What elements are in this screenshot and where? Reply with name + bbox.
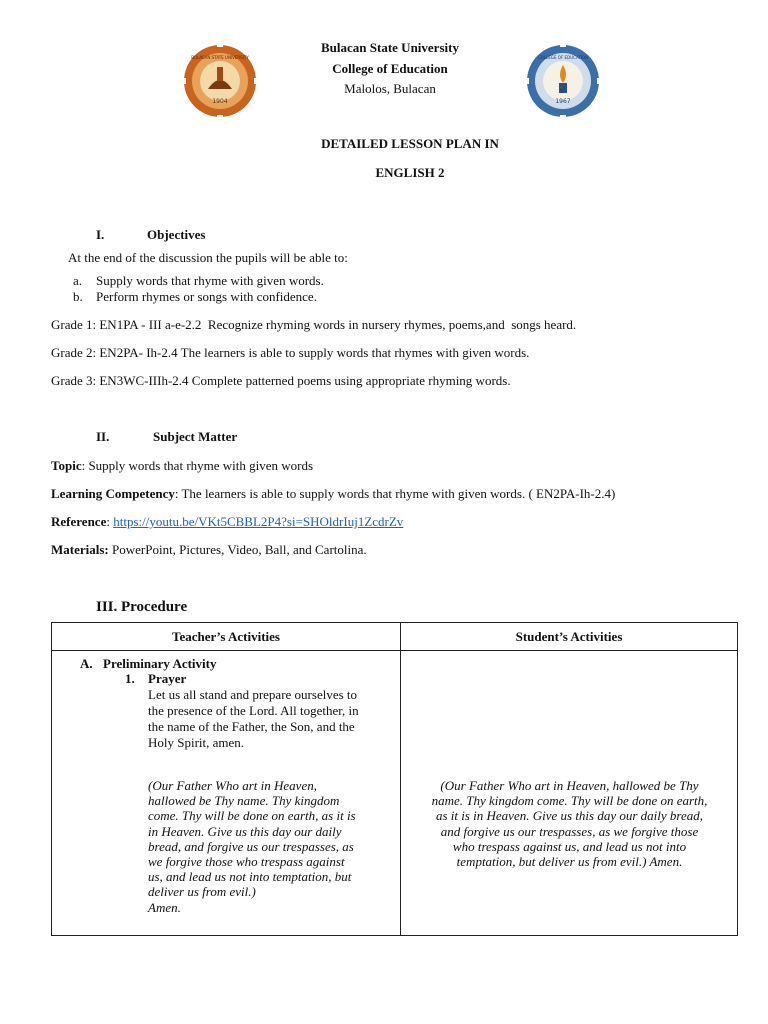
materials-line (51, 542, 367, 558)
topic-label: Topic (51, 458, 82, 473)
topic-line (51, 458, 313, 474)
subject-matter-numeral: II. (96, 429, 110, 444)
objective-marker-b: b. (73, 289, 83, 304)
competency-value: : The learners is able to supply words that rhyme with given words. ( EN2PA-Ih-2.4) (174, 486, 616, 501)
competency-line (51, 486, 615, 502)
objectives-intro: At the end of the discussion the pupils will be able to: (68, 250, 348, 265)
reference-label: Reference (51, 514, 107, 529)
reference-colon: : (106, 514, 114, 529)
teacher-prayer-line: deliver us from evil.) (148, 884, 256, 900)
teacher-prayer-line: in Heaven. Give us this day our daily (148, 823, 342, 839)
college-name: College of Education (332, 61, 448, 76)
teacher-prayer-line: (Our Father Who art in Heaven, (148, 778, 317, 793)
student-prayer-line: and forgive us our trespasses, as we forgive those (440, 823, 699, 839)
reference-link[interactable]: https://youtu.be/VKt5CBBL2P4?si=SHOldrIuj1ZcdrZv (113, 514, 404, 529)
student-prayer-line: name. Thy kingdom come. Thy will be done on earth, (431, 793, 708, 809)
reference-line (51, 514, 403, 530)
objectives-numeral: I. (96, 227, 105, 242)
teacher-activities-cell (52, 651, 401, 936)
bulsu-seal-year: 1904 (212, 98, 228, 105)
teacher-prayer-line: come. Thy will be done on earth, as it is (148, 808, 356, 824)
objective-marker-a: a. (73, 273, 83, 288)
teacher-prayer (148, 778, 398, 915)
teacher-activities-header: Teacher’s Activities (52, 623, 401, 651)
teacher-prayer-line: we forgive those who trespass against (148, 854, 345, 870)
teacher-instruction-line: the presence of the Lord. All together, in (148, 703, 359, 718)
procedure-table (51, 622, 738, 936)
lesson-plan-subject: ENGLISH 2 (375, 165, 445, 180)
teacher-instruction (148, 687, 398, 751)
grade-2-competency: Grade 2: EN2PA- Ih-2.4 The learners is able to supply words that rhymes with given words. (51, 345, 530, 360)
topic-value: : Supply words that rhyme with given words (81, 458, 314, 473)
student-prayer-line: (Our Father Who art in Heaven, hallowed be Thy (440, 778, 699, 793)
campus-location: Malolos, Bulacan (344, 81, 436, 96)
student-prayer-line: temptation, but deliver us from evil.) Amen. (456, 854, 683, 870)
teacher-instruction-line: the name of the Father, the Son, and the (148, 719, 355, 734)
coe-seal-year: 1967 (555, 98, 571, 105)
procedure-heading: III. Procedure (96, 599, 188, 615)
section-marker: A. (80, 656, 93, 671)
objective-item-a: Supply words that rhyme with given words. (96, 273, 324, 288)
student-prayer-line: who trespass against us, and lead us not into (452, 838, 687, 854)
teacher-instruction-line: Let us all stand and prepare ourselves to (148, 687, 358, 702)
teacher-prayer-line: us, and lead us not into temptation, but (148, 869, 352, 885)
procedure-table-header-row (52, 623, 738, 651)
grade-1-competency: Grade 1: EN1PA - III a-e-2.2 Recognize rhyming words in nursery rhymes, poems,and songs heard. (51, 317, 577, 332)
step-title: Prayer (148, 671, 187, 686)
teacher-prayer-line: bread, and forgive us our trespasses, as (148, 838, 354, 854)
student-prayer (401, 778, 738, 869)
step-marker: 1. (125, 671, 135, 686)
subject-matter-heading: Subject Matter (153, 429, 238, 444)
materials-label: Materials: (51, 542, 109, 557)
materials-value: PowerPoint, Pictures, Video, Ball, and Cartolina. (108, 542, 367, 557)
competency-label: Learning Competency (51, 486, 175, 501)
lesson-plan-title: DETAILED LESSON PLAN IN (321, 136, 499, 151)
student-activities-cell (401, 651, 738, 936)
objectives-heading: Objectives (147, 227, 206, 242)
teacher-prayer-line: hallowed be Thy name. Thy kingdom (148, 793, 340, 809)
procedure-table-row (52, 651, 738, 936)
objective-item-b: Perform rhymes or songs with confidence. (96, 289, 317, 304)
grade-3-competency: Grade 3: EN3WC-IIIh-2.4 Complete patterned poems using appropriate rhyming words. (51, 373, 511, 388)
section-title: Preliminary Activity (103, 656, 217, 671)
bulsu-seal-text: BULACAN STATE UNIVERSITY (191, 55, 249, 60)
teacher-prayer-line: Amen. (148, 899, 181, 915)
student-activities-header: Student’s Activities (401, 623, 738, 651)
coe-seal-text: COLLEGE OF EDUCATION (537, 55, 589, 60)
university-name: Bulacan State University (321, 40, 459, 55)
teacher-instruction-line: Holy Spirit, amen. (148, 735, 245, 750)
student-prayer-line: as it is in Heaven. Give us this day our daily bread, (435, 808, 704, 824)
